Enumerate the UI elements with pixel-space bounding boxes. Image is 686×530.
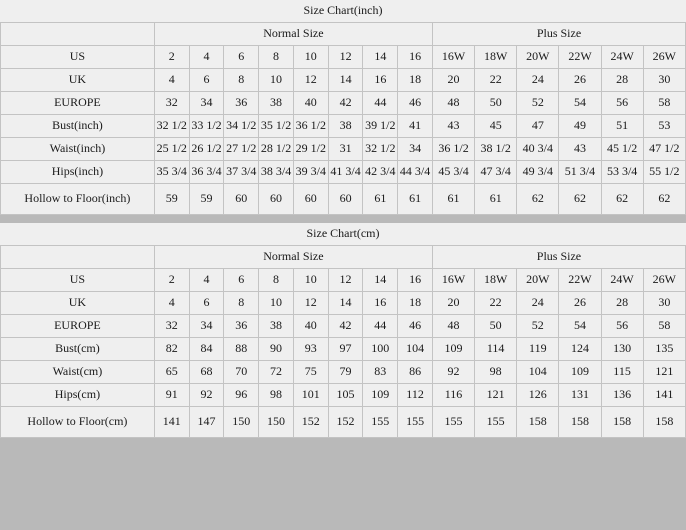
table-cell: 26 1/2 [189, 138, 224, 161]
table-cell: 46 [398, 92, 433, 115]
table-cell: 6 [189, 292, 224, 315]
table-cell: 6 [189, 69, 224, 92]
size-chart-table [0, 223, 686, 438]
table-cell: 2 [154, 269, 189, 292]
table-row [1, 161, 686, 184]
table-cell: 49 [559, 115, 601, 138]
table-cell: 52 [517, 315, 559, 338]
table-row [1, 384, 686, 407]
chart-title: Size Chart(inch) [1, 0, 686, 23]
table-cell: 40 [293, 315, 328, 338]
group-header-plus: Plus Size [432, 246, 685, 269]
table-cell: 28 [601, 69, 643, 92]
table-cell: 24W [601, 46, 643, 69]
table-cell: 116 [432, 384, 474, 407]
table-cell: 8 [224, 69, 259, 92]
table-cell: 43 [559, 138, 601, 161]
table-row [1, 361, 686, 384]
table-cell: 4 [154, 292, 189, 315]
table-cell: 41 [398, 115, 433, 138]
table-cell: 48 [432, 315, 474, 338]
table-cell: 109 [363, 384, 398, 407]
table-cell: 28 1/2 [259, 138, 294, 161]
table-cell: 121 [643, 361, 685, 384]
table-cell: 42 [328, 315, 363, 338]
table-cell: 22 [475, 69, 517, 92]
table-cell: 86 [398, 361, 433, 384]
table-cell: 90 [259, 338, 294, 361]
table-cell: 59 [154, 184, 189, 215]
table-row [1, 292, 686, 315]
table-cell: 53 3/4 [601, 161, 643, 184]
table-cell: 8 [224, 292, 259, 315]
table-cell: 38 [328, 115, 363, 138]
table-cell: 22W [559, 269, 601, 292]
table-cell: 84 [189, 338, 224, 361]
table-cell: 42 [328, 92, 363, 115]
table-cell: 37 3/4 [224, 161, 259, 184]
table-cell: 16 [363, 292, 398, 315]
table-cell: 2 [154, 46, 189, 69]
table-cell: 60 [259, 184, 294, 215]
table-cell: 34 [189, 92, 224, 115]
table-cell: 38 [259, 315, 294, 338]
table-cell: 59 [189, 184, 224, 215]
table-cell: 22 [475, 292, 517, 315]
table-cell: 18 [398, 69, 433, 92]
table-cell: 34 [398, 138, 433, 161]
row-label: US [1, 269, 155, 292]
table-cell: 18 [398, 292, 433, 315]
table-cell: 52 [517, 92, 559, 115]
table-cell: 61 [475, 184, 517, 215]
table-cell: 12 [293, 69, 328, 92]
row-label: Waist(inch) [1, 138, 155, 161]
table-cell: 35 1/2 [259, 115, 294, 138]
table-cell: 119 [517, 338, 559, 361]
table-cell: 88 [224, 338, 259, 361]
table-row [1, 92, 686, 115]
table-cell: 30 [643, 292, 685, 315]
table-cell: 40 [293, 92, 328, 115]
table-cell: 6 [224, 46, 259, 69]
table-cell: 56 [601, 92, 643, 115]
table-cell: 18W [475, 46, 517, 69]
row-label: EUROPE [1, 92, 155, 115]
table-cell: 155 [398, 407, 433, 438]
chart-title: Size Chart(cm) [1, 223, 686, 246]
table-cell: 10 [259, 69, 294, 92]
table-cell: 47 3/4 [475, 161, 517, 184]
group-header-blank [1, 246, 155, 269]
row-label: US [1, 46, 155, 69]
table-cell: 38 3/4 [259, 161, 294, 184]
table-cell: 158 [601, 407, 643, 438]
table-row [1, 407, 686, 438]
table-cell: 10 [259, 292, 294, 315]
table-cell: 31 [328, 138, 363, 161]
row-label: UK [1, 292, 155, 315]
table-cell: 16W [432, 46, 474, 69]
table-cell: 14 [363, 269, 398, 292]
row-label: Hips(inch) [1, 161, 155, 184]
table-cell: 60 [328, 184, 363, 215]
table-cell: 51 [601, 115, 643, 138]
table-cell: 39 3/4 [293, 161, 328, 184]
table-cell: 36 [224, 92, 259, 115]
table-cell: 65 [154, 361, 189, 384]
table-cell: 141 [154, 407, 189, 438]
table-cell: 32 1/2 [154, 115, 189, 138]
table-cell: 16 [398, 46, 433, 69]
row-label: EUROPE [1, 315, 155, 338]
table-cell: 155 [475, 407, 517, 438]
table-cell: 61 [398, 184, 433, 215]
table-row [1, 46, 686, 69]
table-cell: 41 3/4 [328, 161, 363, 184]
table-cell: 58 [643, 315, 685, 338]
row-label: Waist(cm) [1, 361, 155, 384]
table-row [1, 115, 686, 138]
table-cell: 104 [398, 338, 433, 361]
table-cell: 8 [259, 269, 294, 292]
table-cell: 155 [432, 407, 474, 438]
table-cell: 4 [154, 69, 189, 92]
table-cell: 92 [432, 361, 474, 384]
table-row [1, 138, 686, 161]
table-cell: 39 1/2 [363, 115, 398, 138]
table-cell: 136 [601, 384, 643, 407]
table-row [1, 184, 686, 215]
table-cell: 20W [517, 46, 559, 69]
table-cell: 60 [224, 184, 259, 215]
row-label: Hollow to Floor(inch) [1, 184, 155, 215]
table-cell: 135 [643, 338, 685, 361]
size-chart-block [0, 0, 686, 215]
table-cell: 45 [475, 115, 517, 138]
table-cell: 16 [398, 269, 433, 292]
table-cell: 100 [363, 338, 398, 361]
table-cell: 53 [643, 115, 685, 138]
table-cell: 58 [643, 92, 685, 115]
table-cell: 114 [475, 338, 517, 361]
table-cell: 93 [293, 338, 328, 361]
table-cell: 32 1/2 [363, 138, 398, 161]
table-cell: 98 [259, 384, 294, 407]
table-cell: 70 [224, 361, 259, 384]
table-cell: 26 [559, 69, 601, 92]
table-cell: 51 3/4 [559, 161, 601, 184]
table-cell: 56 [601, 315, 643, 338]
table-cell: 32 [154, 315, 189, 338]
row-label: Bust(cm) [1, 338, 155, 361]
table-cell: 6 [224, 269, 259, 292]
table-row [1, 269, 686, 292]
table-cell: 121 [475, 384, 517, 407]
table-cell: 38 1/2 [475, 138, 517, 161]
table-cell: 130 [601, 338, 643, 361]
table-cell: 105 [328, 384, 363, 407]
row-label: UK [1, 69, 155, 92]
table-cell: 24 [517, 292, 559, 315]
table-cell: 109 [559, 361, 601, 384]
table-cell: 158 [643, 407, 685, 438]
table-cell: 101 [293, 384, 328, 407]
table-cell: 50 [475, 315, 517, 338]
table-cell: 68 [189, 361, 224, 384]
table-cell: 29 1/2 [293, 138, 328, 161]
row-label: Bust(inch) [1, 115, 155, 138]
table-cell: 36 1/2 [293, 115, 328, 138]
table-cell: 34 1/2 [224, 115, 259, 138]
table-cell: 25 1/2 [154, 138, 189, 161]
table-cell: 43 [432, 115, 474, 138]
table-cell: 112 [398, 384, 433, 407]
table-cell: 50 [475, 92, 517, 115]
table-cell: 47 1/2 [643, 138, 685, 161]
table-cell: 46 [398, 315, 433, 338]
table-cell: 44 [363, 315, 398, 338]
table-cell: 20 [432, 292, 474, 315]
table-cell: 12 [328, 269, 363, 292]
table-cell: 91 [154, 384, 189, 407]
table-cell: 14 [328, 292, 363, 315]
table-cell: 8 [259, 46, 294, 69]
table-cell: 26 [559, 292, 601, 315]
table-cell: 44 3/4 [398, 161, 433, 184]
table-cell: 126 [517, 384, 559, 407]
group-header-normal: Normal Size [154, 246, 432, 269]
table-cell: 72 [259, 361, 294, 384]
table-cell: 4 [189, 269, 224, 292]
table-cell: 35 3/4 [154, 161, 189, 184]
group-header-blank [1, 23, 155, 46]
table-cell: 61 [432, 184, 474, 215]
table-cell: 155 [363, 407, 398, 438]
table-cell: 12 [293, 292, 328, 315]
table-cell: 49 3/4 [517, 161, 559, 184]
table-cell: 98 [475, 361, 517, 384]
size-chart-block [0, 223, 686, 438]
group-header-plus: Plus Size [432, 23, 685, 46]
table-row [1, 315, 686, 338]
table-cell: 158 [559, 407, 601, 438]
table-cell: 158 [517, 407, 559, 438]
table-cell: 147 [189, 407, 224, 438]
table-cell: 34 [189, 315, 224, 338]
table-cell: 62 [601, 184, 643, 215]
table-row [1, 69, 686, 92]
table-cell: 28 [601, 292, 643, 315]
table-cell: 30 [643, 69, 685, 92]
table-cell: 36 [224, 315, 259, 338]
group-header-normal: Normal Size [154, 23, 432, 46]
table-cell: 12 [328, 46, 363, 69]
row-label: Hollow to Floor(cm) [1, 407, 155, 438]
table-cell: 48 [432, 92, 474, 115]
table-cell: 36 1/2 [432, 138, 474, 161]
table-cell: 150 [224, 407, 259, 438]
table-cell: 45 3/4 [432, 161, 474, 184]
table-cell: 62 [643, 184, 685, 215]
table-cell: 54 [559, 92, 601, 115]
table-cell: 24W [601, 269, 643, 292]
table-cell: 10 [293, 46, 328, 69]
table-cell: 54 [559, 315, 601, 338]
table-cell: 22W [559, 46, 601, 69]
table-cell: 62 [559, 184, 601, 215]
table-cell: 45 1/2 [601, 138, 643, 161]
table-cell: 150 [259, 407, 294, 438]
table-cell: 92 [189, 384, 224, 407]
table-cell: 152 [328, 407, 363, 438]
table-cell: 38 [259, 92, 294, 115]
table-cell: 124 [559, 338, 601, 361]
table-cell: 24 [517, 69, 559, 92]
table-cell: 115 [601, 361, 643, 384]
table-row [1, 338, 686, 361]
table-cell: 131 [559, 384, 601, 407]
table-cell: 109 [432, 338, 474, 361]
table-cell: 141 [643, 384, 685, 407]
table-cell: 18W [475, 269, 517, 292]
table-cell: 26W [643, 269, 685, 292]
table-cell: 16W [432, 269, 474, 292]
table-cell: 96 [224, 384, 259, 407]
table-cell: 26W [643, 46, 685, 69]
table-cell: 60 [293, 184, 328, 215]
table-cell: 32 [154, 92, 189, 115]
table-cell: 61 [363, 184, 398, 215]
table-cell: 16 [363, 69, 398, 92]
table-cell: 152 [293, 407, 328, 438]
table-cell: 97 [328, 338, 363, 361]
table-cell: 62 [517, 184, 559, 215]
table-cell: 104 [517, 361, 559, 384]
table-cell: 20 [432, 69, 474, 92]
table-cell: 14 [328, 69, 363, 92]
table-cell: 20W [517, 269, 559, 292]
table-cell: 44 [363, 92, 398, 115]
table-cell: 10 [293, 269, 328, 292]
table-cell: 36 3/4 [189, 161, 224, 184]
size-chart-table [0, 0, 686, 215]
table-cell: 75 [293, 361, 328, 384]
table-cell: 83 [363, 361, 398, 384]
table-cell: 55 1/2 [643, 161, 685, 184]
table-cell: 33 1/2 [189, 115, 224, 138]
table-cell: 42 3/4 [363, 161, 398, 184]
table-cell: 14 [363, 46, 398, 69]
table-cell: 4 [189, 46, 224, 69]
table-cell: 47 [517, 115, 559, 138]
table-cell: 27 1/2 [224, 138, 259, 161]
row-label: Hips(cm) [1, 384, 155, 407]
table-cell: 40 3/4 [517, 138, 559, 161]
table-cell: 82 [154, 338, 189, 361]
table-cell: 79 [328, 361, 363, 384]
